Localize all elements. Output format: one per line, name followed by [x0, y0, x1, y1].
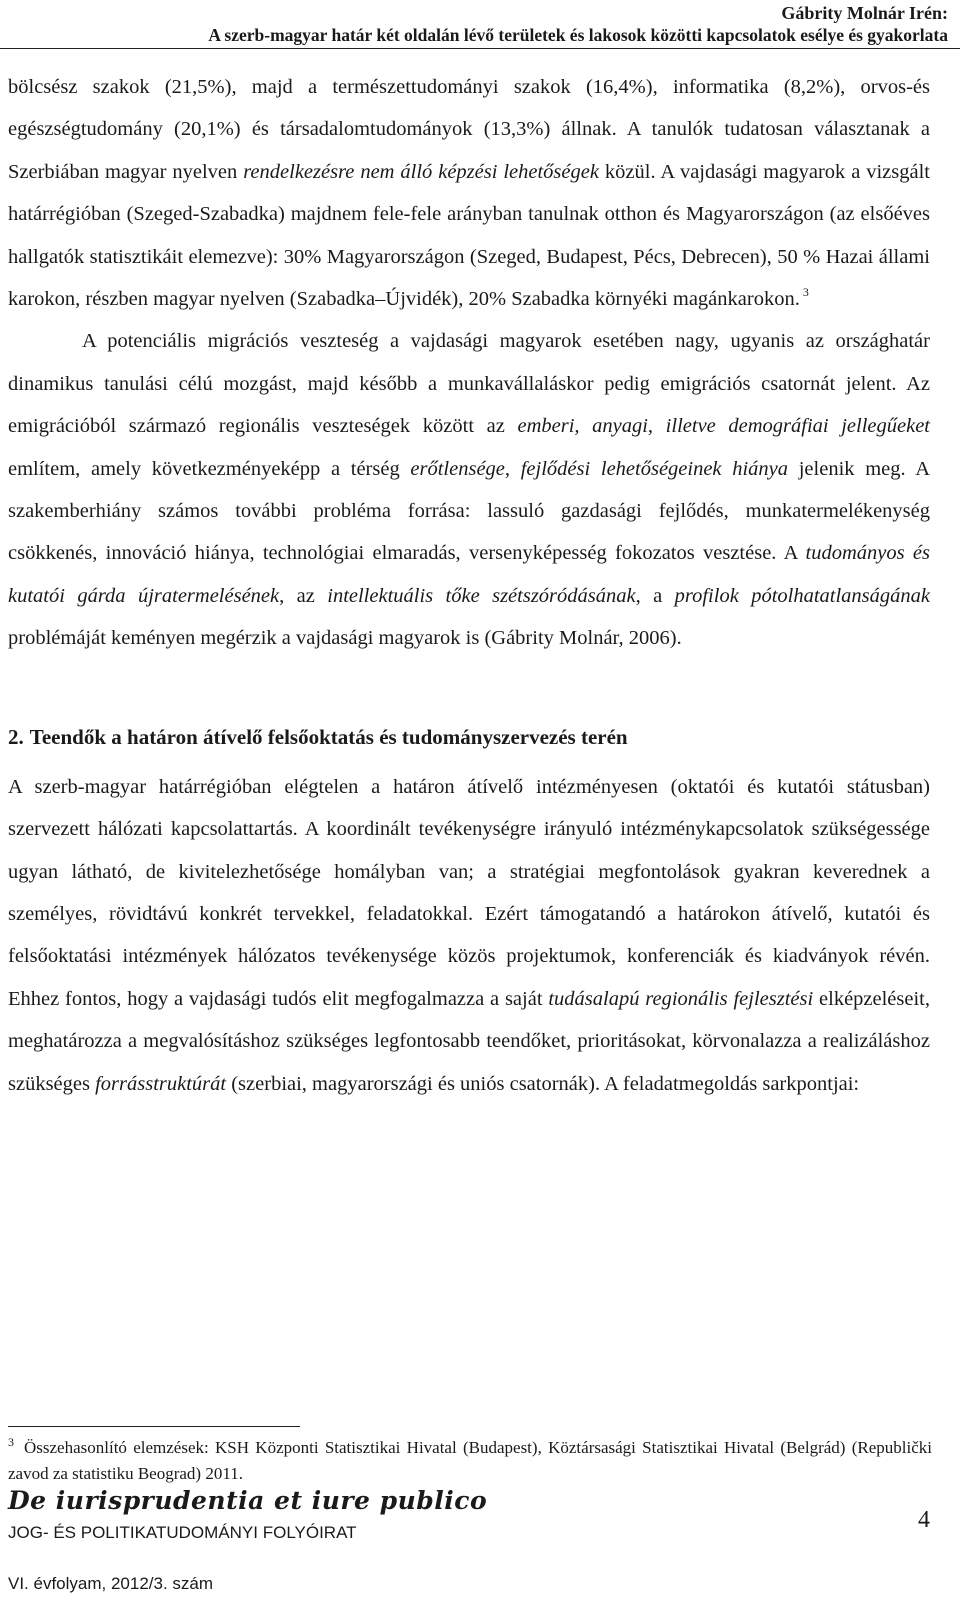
journal-volume: VI. évfolyam, 2012/3. szám	[8, 1574, 214, 1593]
emphasis: rendelkezésre nem álló képzési lehetőségek	[243, 160, 599, 183]
journal-logo: De iurisprudentia et iure publico	[8, 1486, 488, 1515]
footnote-mark: 3	[8, 1435, 14, 1449]
header-author: Gábrity Molnár Irén:	[781, 3, 948, 23]
emphasis: intellektuális tőke szétszóródásának	[327, 584, 636, 607]
header-rule	[0, 48, 960, 49]
header-title: A szerb-magyar határ két oldalán lévő területek és lakosok közötti kapcsolatok esélye és gyakorlata	[208, 25, 948, 45]
emphasis: forrásstruktúrát	[95, 1072, 227, 1095]
emphasis: erőtlensége, fejlődési lehetőségeinek hiánya	[410, 457, 789, 480]
text: jelenik meg. A szakemberhiány számos további probléma forrása: lassuló gazdasági fejlődés, munkatermelékenység csökkenés, innováció hiánya, technológiai elmaradás, versenyképesség fokozatos vesztése. A	[8, 457, 930, 565]
section-heading	[8, 716, 930, 758]
section-title: Teendők a határon átívelő felsőoktatás és tudományszervezés terén	[29, 724, 628, 749]
emphasis: tudományos és kutatói gárda újratermelésének	[8, 542, 930, 607]
text: közül. A vajdasági magyarok a vizsgált határrégióban (Szeged-Szabadka) majdnem fele-fele arányban tanulnak otthon és Magyarországon (az elsőéves hallgatók statisztikáit elemezve): 30% Magyarországon (Szeged, Budapest, Pécs, Debrecen), 50 % Hazai állami karokon, részben magyar nyelven (Szabadka–Újvidék), 20% Szabadka környéki magánkarokon.	[8, 160, 930, 311]
running-header	[0, 2, 948, 46]
journal-name: JOG- ÉS POLITIKATUDOMÁNYI FOLYÓIRAT	[8, 1523, 357, 1542]
paragraph-1	[8, 66, 930, 320]
text: (szerbiai, magyarországi és uniós csatornák). A feladatmegoldás sarkpontjai:	[226, 1072, 860, 1095]
text: bölcsész szakok (21,5%), majd a természettudományi szakok (16,4%), informatika (8,2%), orvos-és egészségtudomány (20,1%) és társadalomtudományok (13,3%) állnak. A tanulók tudatosan választanak a Szerbiában magyar nyelven	[8, 76, 930, 183]
footnote-rule	[8, 1426, 300, 1427]
emphasis: profilok pótolhatatlanságának	[674, 584, 930, 607]
paragraph-2	[8, 320, 930, 659]
text: , a	[635, 584, 675, 607]
text: említem, amely következményeképp a térség	[8, 457, 411, 480]
emphasis: emberi, anyagi, illetve demográfiai jellegűeket	[517, 415, 930, 438]
page-number: 4	[918, 1507, 930, 1533]
text: problémáját keményen megérzik a vajdasági magyarok is (Gábrity Molnár, 2006).	[8, 627, 682, 650]
footnote-ref[interactable]: 3	[802, 285, 809, 300]
section-number: 2.	[8, 724, 24, 749]
text: , az	[279, 584, 328, 607]
paragraph-3	[8, 766, 930, 1105]
text: elképzeléseit, meghatározza a megvalósításhoz szükséges legfontosabb teendőket, prioritásokat, körvonalazza a realizáláshoz szükséges	[8, 987, 931, 1095]
text: A szerb-magyar határrégióban elégtelen a határon átívelő intézményesen (oktatói és kutatói státusban) szervezett hálózati kapcsolattartás. A koordinált tevékenységre irányuló intézménykapcsolatok szükségessége ugyan látható, de kivitelezhetősége homályban van; a stratégiai megfontolások gyakran keverednek a személyes, rövidtávú konkrét tervekkel, feladatokkal. Ezért támogatandó a határokon átívelő, kutatói és felsőoktatási intézmények hálózatos tevékenysége közös projektumok, konferenciák és kiadványok révén. Ehhez fontos, hogy a vajdasági tudós elit megfogalmazza a saját	[8, 775, 930, 1010]
footnote	[8, 1435, 932, 1487]
emphasis: tudásalapú regionális fejlesztési	[548, 987, 814, 1010]
text: A potenciális migrációs veszteség a vajdasági magyarok esetében nagy, ugyanis az országhatár dinamikus tanulási célú mozgást, majd később a munkavállaláskor pedig emigrációs csatornát jelent. Az emigrációból származó regionális veszteségek között az	[8, 330, 930, 438]
footnote-text: Összehasonlító elemzések: KSH Központi Statisztikai Hivatal (Budapest), Köztársasági Statisztikai Hivatal (Belgrád) (Republički zavod za statistiku Beograd) 2011.	[8, 1438, 932, 1483]
page-body	[8, 66, 930, 1105]
